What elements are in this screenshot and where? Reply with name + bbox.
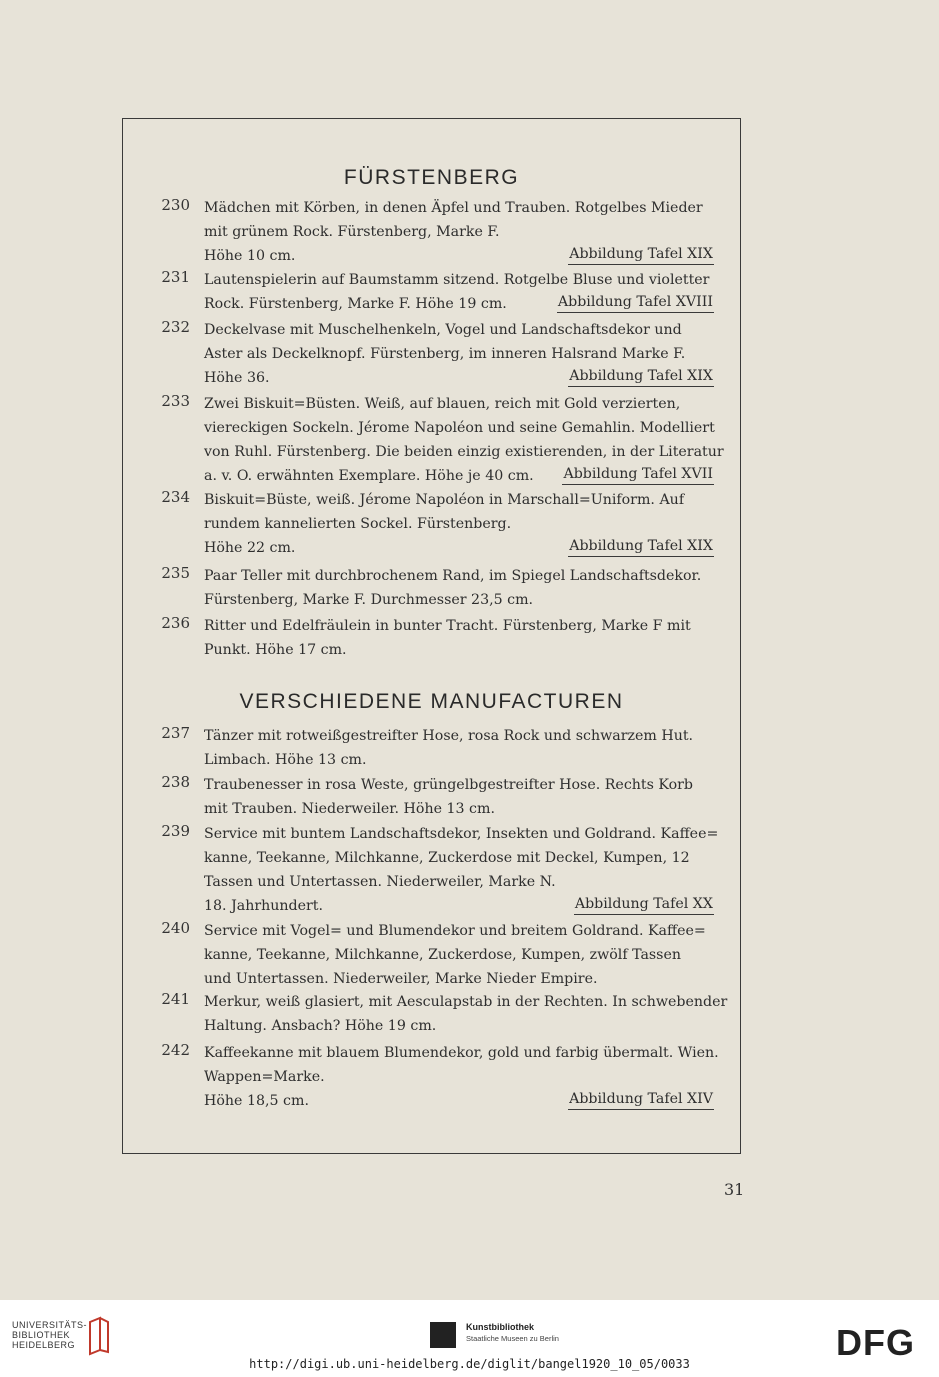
- entry-text: [204, 318, 714, 390]
- entry-line: viereckigen Sockeln. Jérome Napoléon und seine Gemahlin. Modelliert: [204, 420, 715, 436]
- entry-line: von Ruhl. Fürstenberg. Die beiden einzig existierenden, in der Literatur: [204, 444, 724, 460]
- entry-line: Deckelvase mit Muschelhenkeln, Vogel und Landschaftsdekor und: [204, 322, 682, 338]
- entry-illustration-ref: Abbildung Tafel XIV: [568, 1089, 714, 1110]
- entry-line: Traubenesser in rosa Weste, grüngelbgestreifter Hose. Rechts Korb: [204, 777, 694, 793]
- entry-number: 234: [161, 488, 190, 506]
- entry-line: Lautenspielerin auf Baumstamm sitzend. Rotgelbe Bluse und violetter: [204, 272, 710, 288]
- entry-line: Biskuit=Büste, weiß. Jérome Napoléon in Marschall=Uniform. Auf: [204, 492, 685, 508]
- entry-line: Aster als Deckelknopf. Fürstenberg, im inneren Halsrand Marke F.: [204, 346, 686, 362]
- entry-dimension-row: [204, 244, 714, 268]
- entry-line: mit grünem Rock. Fürstenberg, Marke F.: [204, 224, 500, 240]
- entry-dimension-row: [204, 292, 714, 316]
- entry-text: [204, 724, 714, 772]
- entry-dimension-row: [204, 894, 714, 918]
- dfg-logo[interactable]: DFG: [836, 1322, 915, 1363]
- source-url[interactable]: http://digi.ub.uni-heidelberg.de/diglit/bangel1920_10_05/0033: [249, 1357, 690, 1371]
- entry-number: 237: [161, 724, 190, 742]
- entry-text: [204, 614, 714, 662]
- entry-text: [204, 990, 728, 1038]
- entry-number: 236: [161, 614, 190, 632]
- entry-text: [204, 392, 724, 488]
- entry-line: kanne, Teekanne, Milchkanne, Zuckerdose, Kumpen, zwölf Tassen: [204, 947, 681, 963]
- entry-illustration-ref: Abbildung Tafel XIX: [568, 244, 714, 265]
- kunstbibliothek-icon: [430, 1322, 456, 1348]
- entry-line: Tassen und Untertassen. Niederweiler, Marke N.: [204, 874, 556, 890]
- entry-number: 241: [161, 990, 190, 1008]
- entry-height: a. v. O. erwähnten Exemplare. Höhe je 40 cm.: [204, 468, 534, 484]
- entry-dimension-row: [204, 366, 714, 390]
- entry-illustration-ref: Abbildung Tafel XIX: [568, 366, 714, 387]
- entry-line: Ritter und Edelfräulein in bunter Tracht. Fürstenberg, Marke F mit: [204, 618, 691, 634]
- entry-dimension-row: [204, 464, 714, 488]
- entry-height: Höhe 10 cm.: [204, 248, 296, 264]
- entry-number: 239: [161, 822, 190, 840]
- logo-line: UNIVERSITÄTS-: [12, 1320, 88, 1330]
- entry-line: Mädchen mit Körben, in denen Äpfel und Trauben. Rotgelbes Mieder: [204, 200, 703, 216]
- kunstbibliothek-title: Kunstbibliothek: [466, 1322, 534, 1332]
- entry-number: 242: [161, 1041, 190, 1059]
- entry-number: 233: [161, 392, 190, 410]
- entry-line: Haltung. Ansbach? Höhe 19 cm.: [204, 1018, 437, 1034]
- entry-number: 240: [161, 919, 190, 937]
- entry-height: Höhe 22 cm.: [204, 540, 296, 556]
- entry-line: Kaffeekanne mit blauem Blumendekor, gold und farbig übermalt. Wien.: [204, 1045, 719, 1061]
- entry-text: [204, 564, 714, 612]
- book-icon: [86, 1316, 110, 1356]
- entry-height: Höhe 18,5 cm.: [204, 1093, 309, 1109]
- entry-line: Service mit Vogel= und Blumendekor und breitem Goldrand. Kaffee=: [204, 923, 706, 939]
- entry-text: [204, 773, 714, 821]
- entry-line: Fürstenberg, Marke F. Durchmesser 23,5 cm.: [204, 592, 534, 608]
- entry-number: 232: [161, 318, 190, 336]
- entry-line: Limbach. Höhe 13 cm.: [204, 752, 367, 768]
- entry-illustration-ref: Abbildung Tafel XX: [574, 894, 714, 915]
- entry-text: [204, 196, 714, 268]
- entry-dimension-row: [204, 1089, 714, 1113]
- logo-line: HEIDELBERG: [12, 1340, 76, 1350]
- entry-height: Rock. Fürstenberg, Marke F. Höhe 19 cm.: [204, 296, 507, 312]
- entry-text: [204, 822, 719, 918]
- entry-line: Zwei Biskuit=Büsten. Weiß, auf blauen, reich mit Gold verzierten,: [204, 396, 681, 412]
- entry-illustration-ref: Abbildung Tafel XVII: [562, 464, 714, 485]
- entry-height: 18. Jahrhundert.: [204, 898, 324, 914]
- section-heading-verschiedene-manufacturen: VERSCHIEDENE MANUFACTUREN: [239, 690, 624, 713]
- university-library-logo[interactable]: [12, 1320, 87, 1350]
- entry-number: 230: [161, 196, 190, 214]
- page-number: 31: [724, 1180, 745, 1199]
- entry-line: rundem kannelierten Sockel. Fürstenberg.: [204, 516, 512, 532]
- entry-number: 238: [161, 773, 190, 791]
- entry-text: [204, 488, 714, 560]
- entry-illustration-ref: Abbildung Tafel XVIII: [557, 292, 714, 313]
- entry-line: Tänzer mit rotweißgestreifter Hose, rosa Rock und schwarzem Hut.: [204, 728, 694, 744]
- entry-line: Paar Teller mit durchbrochenem Rand, im Spiegel Landschaftsdekor.: [204, 568, 702, 584]
- entry-text: [204, 1041, 719, 1113]
- entry-text: [204, 919, 714, 991]
- entry-dimension-row: [204, 536, 714, 560]
- digitization-footer: [0, 1300, 939, 1377]
- entry-number: 235: [161, 564, 190, 582]
- entry-line: kanne, Teekanne, Milchkanne, Zuckerdose mit Deckel, Kumpen, 12: [204, 850, 690, 866]
- logo-line: BIBLIOTHEK: [12, 1330, 71, 1340]
- entry-line: Punkt. Höhe 17 cm.: [204, 642, 347, 658]
- entry-line: Wappen=Marke.: [204, 1069, 325, 1085]
- entry-illustration-ref: Abbildung Tafel XIX: [568, 536, 714, 557]
- entry-number: 231: [161, 268, 190, 286]
- entry-line: mit Trauben. Niederweiler. Höhe 13 cm.: [204, 801, 495, 817]
- section-heading-fuerstenberg: FÜRSTENBERG: [343, 166, 520, 189]
- entry-line: und Untertassen. Niederweiler, Marke Nieder Empire.: [204, 971, 598, 987]
- entry-line: Merkur, weiß glasiert, mit Aesculapstab in der Rechten. In schwebender: [204, 994, 728, 1010]
- kunstbibliothek-subtitle: Staatliche Museen zu Berlin: [466, 1334, 559, 1343]
- entry-line: Service mit buntem Landschaftsdekor, Insekten und Goldrand. Kaffee=: [204, 826, 719, 842]
- entry-height: Höhe 36.: [204, 370, 270, 386]
- entry-text: [204, 268, 714, 316]
